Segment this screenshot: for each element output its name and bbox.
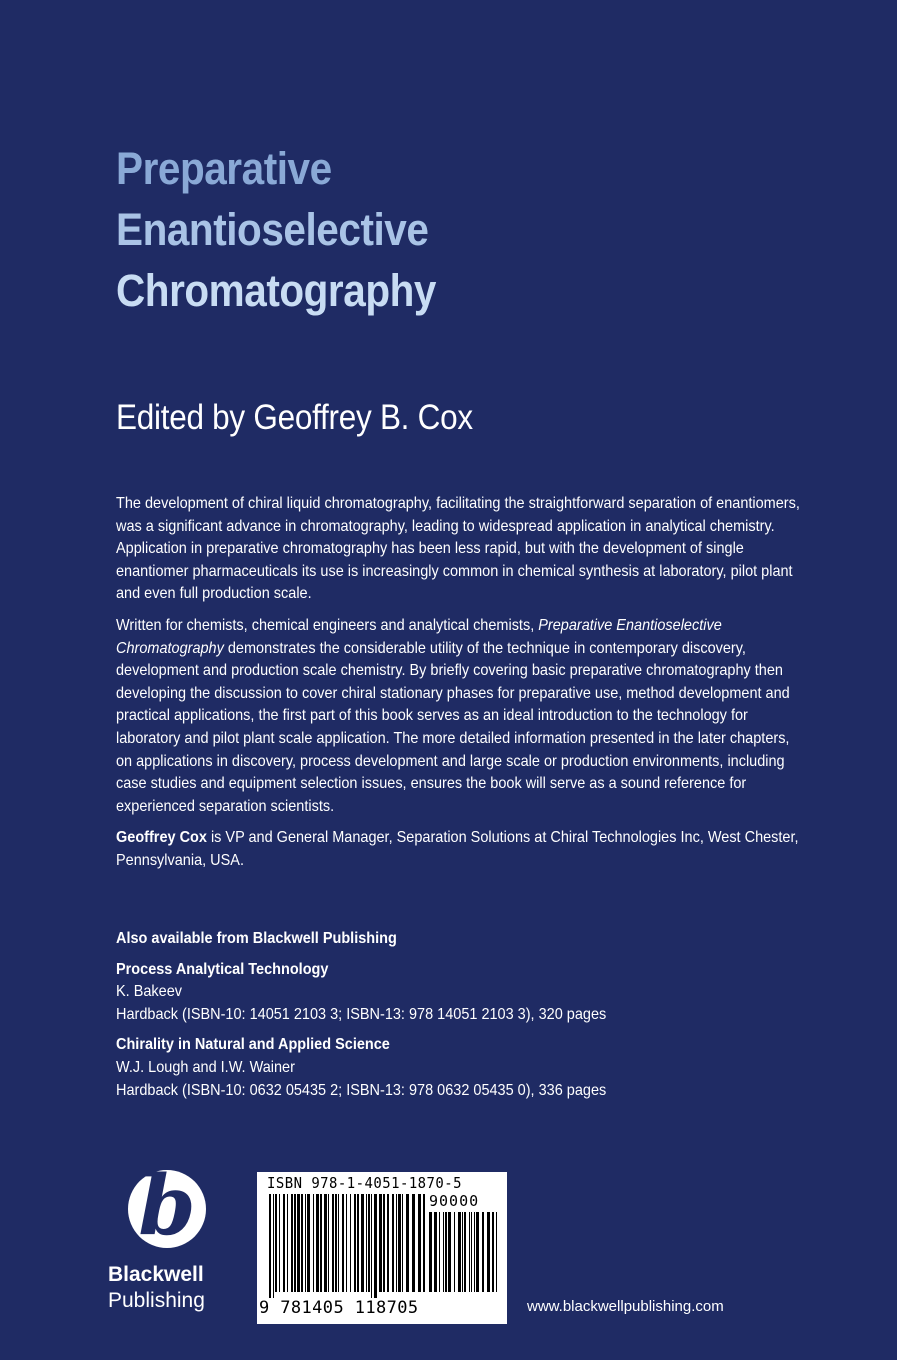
isbn-barcode: [257, 1172, 507, 1324]
barcode-bar: [346, 1194, 347, 1292]
barcode-bar: [392, 1194, 394, 1292]
barcode-bar: [434, 1212, 437, 1292]
editor-bio-name: Geoffrey Cox: [116, 829, 207, 847]
barcode-bar: [443, 1212, 444, 1292]
barcode-bar: [406, 1194, 409, 1292]
barcode-bar: [448, 1212, 451, 1292]
barcode-bar: [492, 1212, 494, 1292]
barcode-bar: [371, 1194, 372, 1298]
editor-bio: [116, 827, 804, 872]
also-available-heading: Also available from Blackwell Publishing: [116, 930, 397, 947]
barcode-bar: [316, 1194, 319, 1292]
price-code: 90000: [429, 1192, 480, 1210]
barcode-digits: 9 781405 118705: [259, 1298, 419, 1318]
barcode-bar: [476, 1212, 479, 1292]
isbn-label: ISBN 978-1-4051-1870-5: [267, 1174, 463, 1192]
related-book: [116, 959, 750, 1027]
paragraph-2-book-title: Preparative Enantioselective Chromatography: [116, 616, 722, 657]
barcode-bar: [368, 1194, 370, 1292]
barcode-bar: [412, 1194, 415, 1292]
barcode-bar: [474, 1212, 475, 1292]
barcode-bar: [328, 1194, 329, 1292]
barcode-bar: [387, 1194, 389, 1292]
barcode-main-bars-icon: [269, 1194, 425, 1298]
barcode-bar: [458, 1212, 461, 1292]
barcode-bar: [366, 1194, 367, 1292]
related-book-details: Hardback (ISBN-10: 0632 05435 2; ISBN-13: 978 0632 05435 0), 336 pages: [116, 1081, 607, 1099]
barcode-bar: [445, 1212, 447, 1292]
book-description: [116, 493, 804, 882]
barcode-bar: [279, 1194, 280, 1292]
barcode-bar: [398, 1194, 401, 1292]
description-paragraph-2: [116, 615, 804, 818]
barcode-bar: [354, 1194, 356, 1292]
barcode-bar: [396, 1194, 397, 1292]
barcode-bar: [357, 1194, 359, 1292]
barcode-bar: [462, 1212, 463, 1292]
barcode-bar: [379, 1194, 382, 1292]
editor-bio-text: is VP and General Manager, Separation Solutions at Chiral Technologies Inc, West Chester, Pennsylvania, USA.: [116, 829, 799, 869]
barcode-bar: [320, 1194, 322, 1292]
barcode-bar: [469, 1212, 470, 1292]
title-line-2: Enantioselective: [116, 204, 429, 255]
related-book-author: K. Bakeev: [116, 983, 183, 1001]
barcode-bar: [294, 1194, 296, 1292]
barcode-bar: [423, 1194, 425, 1292]
barcode-bar: [402, 1194, 403, 1292]
barcode-bar: [283, 1194, 285, 1292]
paragraph-2-body: demonstrates the considerable utility of the technique in contemporary discovery, development and production scale chemistry. By briefly covering basic preparative chromatography then developing the discussion to cover chiral stationary phases for preparative use, method development and practical applications, the first part of this book serves as an ideal introduction to the technology for laboratory and pilot plant scale application. The more detailed information presented in the later chapters, on applications in discovery, process development and large scale or production environments, including case studies and equipment selection issues, ensures the book will serve as a sound reference for experienced separation scientists.: [116, 639, 790, 815]
barcode-bar: [291, 1194, 293, 1292]
barcode-bar: [496, 1212, 497, 1292]
barcode-bar: [350, 1194, 351, 1292]
barcode-bar: [454, 1212, 455, 1292]
description-paragraph-1: The development of chiral liquid chromatography, facilitating the straightforward separation of enantiomers, was a significant advance in chromatography, leading to widespread application in analytical chemistry. Application in preparative chromatography has been less rapid, but with the development of single enantiomer pharmaceuticals its use is increasingly common in chemical synthesis at laboratory, pilot plant and even full production scale.: [116, 495, 800, 603]
also-available-section: [116, 928, 750, 1110]
related-book-title: Chirality in Natural and Applied Science: [116, 1036, 390, 1054]
publisher-logo: [108, 1158, 238, 1320]
publisher-name: Blackwell: [108, 1263, 204, 1286]
barcode-bar: [361, 1194, 364, 1292]
title-line-1: Preparative: [116, 143, 332, 194]
barcode-bar: [418, 1194, 421, 1292]
barcode-bar: [335, 1194, 337, 1292]
publisher-subtitle: Publishing: [108, 1289, 205, 1312]
barcode-bar: [332, 1194, 334, 1292]
barcode-bar: [275, 1194, 277, 1292]
related-book-author: W.J. Lough and I.W. Wainer: [116, 1058, 295, 1076]
barcode-bar: [439, 1212, 440, 1292]
barcode-addon-bars-icon: [429, 1212, 497, 1298]
barcode-bar: [374, 1194, 377, 1298]
related-book-title: Process Analytical Technology: [116, 960, 329, 978]
related-book-details: Hardback (ISBN-10: 14051 2103 3; ISBN-13: 978 14051 2103 3), 320 pages: [116, 1005, 607, 1023]
barcode-bar: [464, 1212, 466, 1292]
barcode-bar: [482, 1212, 484, 1292]
title-line-3: Chromatography: [116, 265, 436, 316]
book-title: [116, 138, 436, 321]
logo-letter-b: b: [138, 1158, 196, 1254]
barcode-bar: [287, 1194, 288, 1292]
barcode-bar: [269, 1194, 271, 1298]
barcode-bar: [471, 1212, 472, 1292]
paragraph-2-intro: Written for chemists, chemical engineers and analytical chemists,: [116, 616, 539, 634]
publisher-website: www.blackwellpublishing.com: [527, 1298, 724, 1315]
barcode-bar: [487, 1212, 490, 1292]
barcode-bar: [383, 1194, 385, 1292]
barcode-bar: [301, 1194, 303, 1292]
barcode-bar: [429, 1212, 432, 1292]
editor-credit: Edited by Geoffrey B. Cox: [116, 398, 473, 437]
barcode-bar: [324, 1194, 327, 1292]
barcode-bar: [305, 1194, 306, 1292]
barcode-bar: [297, 1194, 300, 1292]
barcode-bar: [307, 1194, 310, 1292]
barcode-bar: [338, 1194, 339, 1292]
barcode-bar: [313, 1194, 314, 1292]
related-book: [116, 1034, 750, 1102]
barcode-bar: [273, 1194, 274, 1298]
barcode-bar: [342, 1194, 344, 1292]
